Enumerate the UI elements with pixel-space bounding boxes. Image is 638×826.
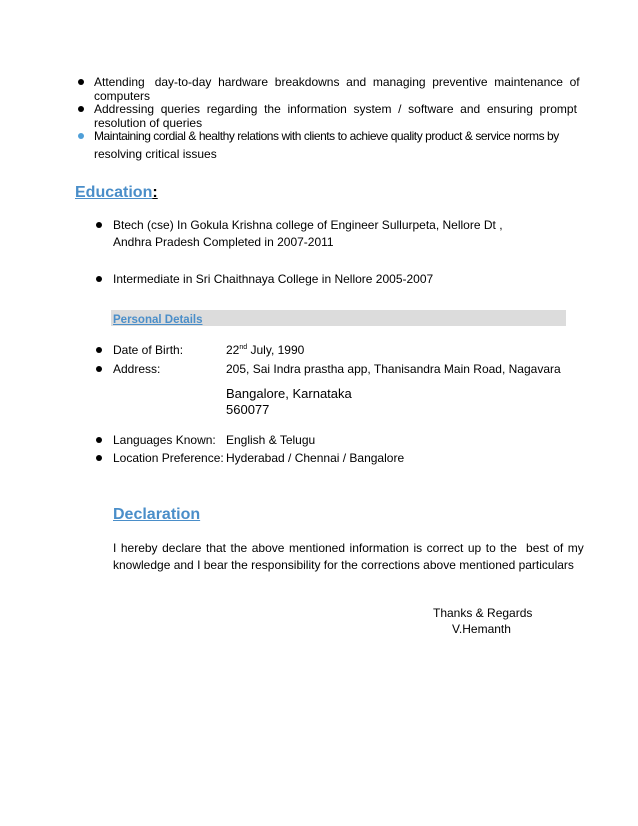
duty-item-3-line-2: resolving critical issues: [94, 147, 217, 161]
bullet-icon: [96, 455, 102, 461]
education-item-1-line-1: Btech (cse) In Gokula Krishna college of Engineer Sullurpeta, Nellore Dt ,: [113, 218, 503, 232]
declaration-line-1: I hereby declare that the above mentioned information is correct up to the best of my: [113, 541, 584, 555]
address-label: Address:: [113, 362, 161, 376]
education-item-1-line-2: Andhra Pradesh Completed in 2007-2011: [113, 235, 334, 249]
signatory-name: V.Hemanth: [452, 622, 511, 636]
dob-day: 22: [226, 343, 240, 357]
location-label: Location Preference:: [113, 451, 224, 465]
education-heading-text: Education: [75, 184, 153, 201]
bullet-icon: [96, 276, 102, 282]
bullet-icon: [96, 222, 102, 228]
address-line-3: 560077: [226, 402, 270, 417]
languages-label: Languages Known:: [113, 433, 216, 447]
duty-item-3-line-1: Maintaining cordial & healthy relations with clients to achieve quality product & service norms by: [94, 129, 559, 143]
personal-details-bar: [111, 310, 566, 326]
dob-label: Date of Birth:: [113, 343, 184, 357]
bullet-icon: [78, 79, 84, 85]
bullet-icon: [96, 366, 102, 372]
dob-rest: July, 1990: [247, 343, 305, 357]
closing-text: Thanks & Regards: [433, 606, 533, 620]
duty-item-2-line-2: resolution of queries: [94, 116, 203, 130]
declaration-line-2: knowledge and I bear the responsibility for the corrections above mentioned particulars: [113, 558, 574, 572]
duty-item-2-line-1: Addressing queries regarding the information system / software and ensuring prompt: [94, 102, 577, 116]
personal-details-heading: Personal Details: [113, 314, 203, 326]
duty-item-1-line-1: Attending day-to-day hardware breakdowns and managing preventive maintenance of: [94, 75, 580, 89]
education-heading-colon: :: [152, 184, 158, 201]
bullet-icon: [96, 347, 102, 353]
address-line-2: Bangalore, Karnataka: [226, 386, 352, 401]
dob-value: [226, 343, 304, 357]
dob-suffix: nd: [239, 344, 248, 351]
education-item-2: Intermediate in Sri Chaithnaya College in Nellore 2005-2007: [113, 272, 434, 286]
duty-item-1-line-2: computers: [94, 89, 151, 103]
bullet-icon: [78, 133, 84, 139]
bullet-icon: [96, 437, 102, 443]
declaration-heading: Declaration: [113, 506, 201, 523]
bullet-icon: [78, 106, 84, 112]
education-heading: [75, 184, 158, 202]
languages-value: English & Telugu: [226, 433, 316, 447]
address-line-1: 205, Sai Indra prastha app, Thanisandra Main Road, Nagavara: [226, 362, 561, 376]
location-value: Hyderabad / Chennai / Bangalore: [226, 451, 405, 465]
